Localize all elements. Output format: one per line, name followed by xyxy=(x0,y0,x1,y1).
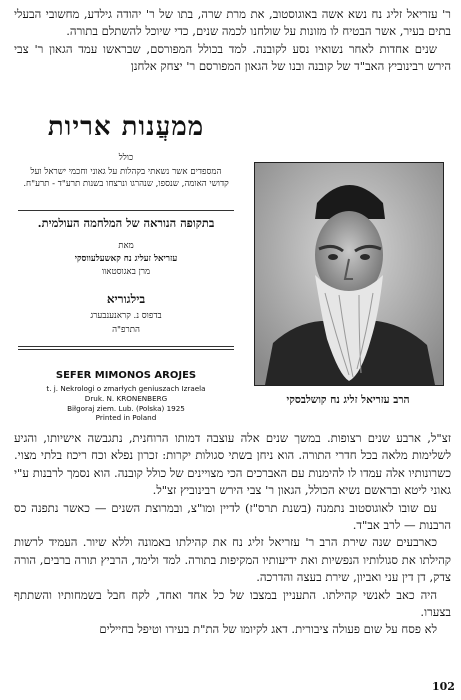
body-paragraph-1: זצ"ל, ארבע שנים רצופות. במשך שנים אלה עוצבה דמותו הרוחנית, נתגבשה אישיותו, והגיע לשלימות מלאה בכל חדרי התורה. הוא ניחן בשתי סגולות יקרות: זכרון נפלא וכח ריכוז בלתי מצוי. כשרונותיו אלה עמדו לו להימנות עם האברכים הכי מצויינים של כולל קובנה. הוא נסמך לרבנות ע"י גאוני ליטא ובראשם נשיא הכולל, הגאון ר' צבי הירש רבינוביץ זצ"ל. xyxy=(14,431,451,498)
title-page-subtitle: כולל xyxy=(118,153,134,163)
latin-place: Biłgoraj ziem. Lub. (Polska) 1925 xyxy=(67,404,185,413)
title-page-year: התרפ"ה xyxy=(112,325,140,335)
title-page-by: מאת xyxy=(118,241,134,251)
title-page-rule-2 xyxy=(18,346,234,347)
latin-printer: Druk. N. KRONENBERG xyxy=(84,394,168,403)
intro-paragraph-1: ר' עזריאל זליג נח נשא אשה באוגוסטוב, את מרת שרה, בתו של ר' יהודה גילדע, מחשובי הבעלי בתים בעיר, אשר הבטיח לו מזונות על שולחנו לכמה שנים, כדי שיוכל להשתלם בתורה. xyxy=(14,7,451,39)
printed-in-poland: Printed in Poland xyxy=(95,413,157,422)
intro-text xyxy=(14,6,451,76)
title-page-author: עזריאל זעליג נח קאשעלעווסקי xyxy=(74,254,178,264)
title-page-rule-3 xyxy=(18,349,234,350)
intro-paragraph-2: שנים אחדות לאחר נשואיו נסע לקובנה. למד בכולל המפורסם, שבראשו עמד הגאון ר' צבי הירש רבינוביץ האב"ד של קובנה ובנו של הגאון המפורסם ר' יצחק אלחנן xyxy=(14,41,451,74)
body-text xyxy=(14,430,451,639)
body-paragraph-3: כארבעים שנה שירת הרב ר' עזריאל זליג נח את קהילתו באמונה וללא שיור. העמיד לרשות קהילתו את סגולותיו הנפשיות ואת ידיעותיו המקיפות בתורה. למד ולימד, הרביץ תורה ברבים, הורה צדק, דן דין עני ואביון, שירת בעצה והדרכה. xyxy=(14,535,451,585)
portrait-photo xyxy=(254,162,444,386)
latin-subtitle: t. j. Nekrologi o zmarłych geniuszach Izraela xyxy=(46,384,206,393)
latin-title: SEFER MIMONOS AROJES xyxy=(55,370,197,381)
portrait-image xyxy=(255,163,443,385)
latin-subtitle-block xyxy=(14,384,238,414)
body-paragraph-5: לא פסח על שום פעולה ציבורית. דאג לקיומו של הת"ת בעירו וטיפל בחיילים xyxy=(99,622,437,637)
title-page-place: בילגוריא xyxy=(106,292,146,306)
title-page-description: המספדים אשר נשאתי בקהלות על גאוני וחכמי ישראל ועל קדושי האומה, שנספו, שנהרגו ונרצחו בשנות תרע"ד - תרע"ח. xyxy=(23,167,229,189)
title-page-printer: בדפוס נ. קראנענבערג xyxy=(90,311,162,321)
page-number: 102 xyxy=(432,680,455,693)
body-paragraph-2: עם שובו לאוגוסטוב נתמנה (בשנת תרס"ז) לדיין ומו"צ, ובמרוצת השנים — כאשר נתפנה כס הרבנות — לרב אב"ד. xyxy=(14,500,451,533)
title-page-rule xyxy=(18,210,234,211)
body-paragraph-4: היה כאב לאנשי קהילתו. התעניין במצבו של כל אחד ואחד, לקח חבל בשמחותיו והשתתף בצערו. xyxy=(14,587,451,620)
book-title-page xyxy=(14,112,238,422)
portrait-caption: הרב עזריאל זליג נח קושלבסקי xyxy=(286,394,410,406)
book-title: ממעֲנות אריות xyxy=(47,112,205,142)
title-page-author-sub: מרן באגוסטאוו xyxy=(101,267,151,277)
title-page-era: בתקופה הנוראה של המלחמה העולמית. xyxy=(37,216,215,230)
